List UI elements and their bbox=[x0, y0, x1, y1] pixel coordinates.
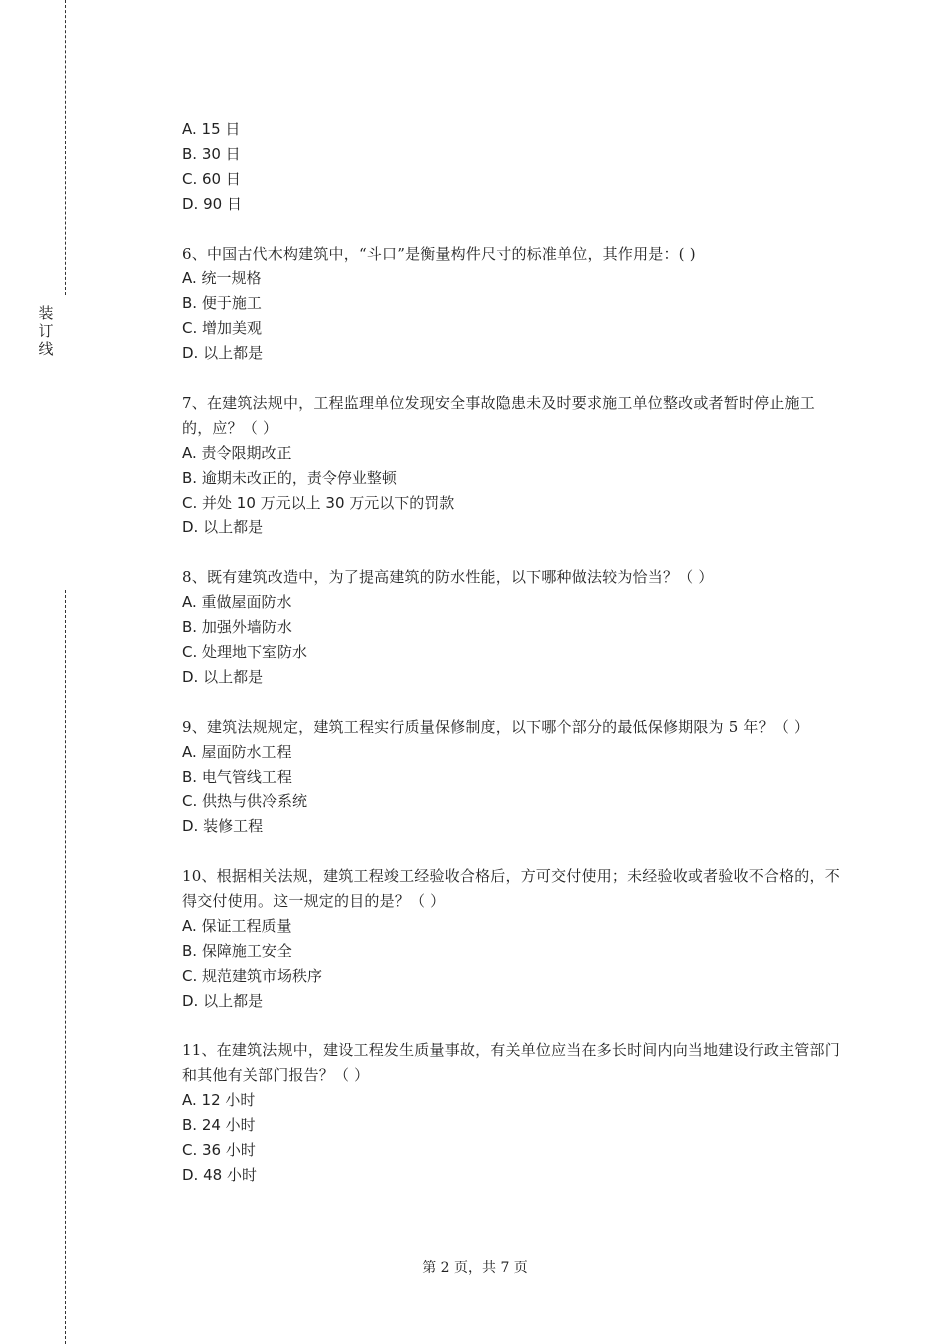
question-10 bbox=[182, 864, 842, 1013]
question-list bbox=[182, 117, 842, 1213]
question-stem: 10、根据相关法规，建筑工程竣工经验收合格后，方可交付使用；未经验收或者验收不合格的，不得交付使用。这一规定的目的是？（ ） bbox=[182, 867, 840, 911]
option-a[interactable]: A. 统一规格 bbox=[182, 269, 262, 288]
option-c[interactable]: C. 处理地下室防水 bbox=[182, 642, 308, 661]
option-a[interactable]: A. 保证工程质量 bbox=[182, 916, 292, 935]
option-b[interactable]: B. 保障施工安全 bbox=[182, 941, 292, 960]
option-c[interactable]: C. 供热与供冷系统 bbox=[182, 792, 308, 811]
option-b[interactable]: B. 30 日 bbox=[182, 144, 241, 163]
option-c[interactable]: C. 增加美观 bbox=[182, 319, 263, 338]
option-d[interactable]: D. 以上都是 bbox=[182, 667, 264, 686]
question-9 bbox=[182, 715, 842, 840]
page-number: 第 2 页，共 7 页 bbox=[422, 1260, 528, 1276]
option-a[interactable]: A. 15 日 bbox=[182, 120, 241, 138]
binding-label-char: 线 bbox=[38, 340, 54, 358]
option-a[interactable]: A. 12 小时 bbox=[182, 1091, 256, 1110]
question-11 bbox=[182, 1038, 842, 1187]
option-b[interactable]: B. 便于施工 bbox=[182, 294, 262, 313]
question-6 bbox=[182, 242, 842, 367]
question-stem: 8、既有建筑改造中，为了提高建筑的防水性能，以下哪种做法较为恰当？（ ） bbox=[182, 568, 714, 587]
question-stem: 9、建筑法规规定，建筑工程实行质量保修制度，以下哪个部分的最低保修期限为 5 年？（ ） bbox=[182, 717, 810, 736]
option-a[interactable]: A. 责令限期改正 bbox=[182, 443, 292, 462]
question-stem: 11、在建筑法规中，建设工程发生质量事故，有关单位应当在多长时间内向当地建设行政主管部门和其他有关部门报告？（ ） bbox=[182, 1041, 840, 1085]
option-a[interactable]: A. 重做屋面防水 bbox=[182, 593, 292, 612]
option-c[interactable]: C. 60 日 bbox=[182, 169, 241, 188]
option-d[interactable]: D. 装修工程 bbox=[182, 817, 264, 836]
option-d[interactable]: D. 以上都是 bbox=[182, 518, 264, 537]
option-d[interactable]: D. 以上都是 bbox=[182, 344, 264, 363]
option-c[interactable]: C. 36 小时 bbox=[182, 1141, 256, 1160]
option-a[interactable]: A. 屋面防水工程 bbox=[182, 742, 292, 761]
option-b[interactable]: B. 24 小时 bbox=[182, 1116, 256, 1135]
option-c[interactable]: C. 规范建筑市场秩序 bbox=[182, 966, 323, 985]
question-7 bbox=[182, 391, 842, 540]
question-8 bbox=[182, 565, 842, 690]
option-c[interactable]: C. 并处 10 万元以上 30 万元以下的罚款 bbox=[182, 493, 455, 512]
option-d[interactable]: D. 90 日 bbox=[182, 194, 242, 213]
binding-line-top bbox=[65, 0, 66, 295]
question-stem: 7、在建筑法规中，工程监理单位发现安全事故隐患未及时要求施工单位整改或者暂时停止施工的，应？（ ） bbox=[182, 393, 815, 437]
question-5-continued bbox=[182, 117, 842, 217]
option-b[interactable]: B. 加强外墙防水 bbox=[182, 618, 292, 637]
binding-label bbox=[37, 304, 55, 358]
binding-label-char: 订 bbox=[38, 322, 54, 340]
question-stem: 6、中国古代木构建筑中，“斗口”是衡量构件尺寸的标准单位，其作用是：( ) bbox=[182, 244, 696, 263]
binding-line-bottom bbox=[65, 590, 66, 1344]
option-d[interactable]: D. 以上都是 bbox=[182, 991, 264, 1010]
option-b[interactable]: B. 逾期未改正的，责令停业整顿 bbox=[182, 468, 397, 487]
binding-label-char: 装 bbox=[38, 304, 54, 322]
option-b[interactable]: B. 电气管线工程 bbox=[182, 767, 292, 786]
option-d[interactable]: D. 48 小时 bbox=[182, 1165, 257, 1184]
